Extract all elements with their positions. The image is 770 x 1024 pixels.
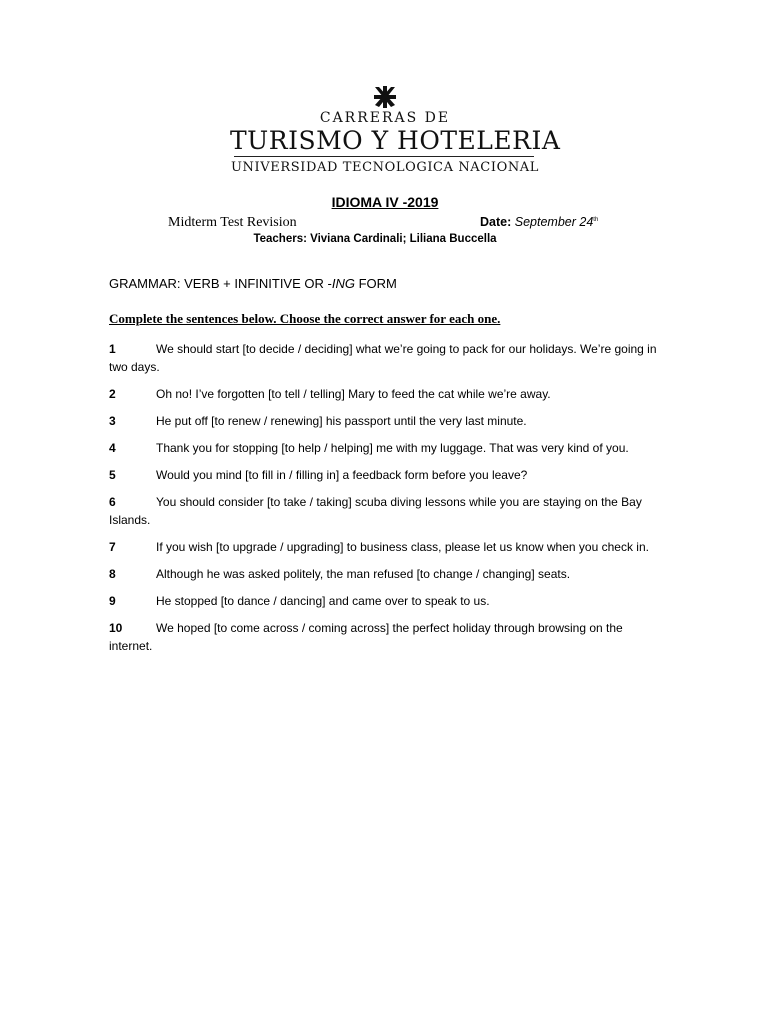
item-number: 10	[109, 621, 123, 635]
exercise-item	[109, 385, 669, 403]
item-number: 8	[109, 567, 116, 581]
heading-prefix: GRAMMAR	[109, 276, 177, 291]
item-text: He stopped [to dance / dancing] and came over to speak to us.	[156, 594, 490, 608]
date-suffix: th	[593, 216, 599, 223]
exercise-item	[109, 412, 669, 430]
exercise-item	[109, 493, 669, 529]
heading-suffix: FORM	[354, 276, 397, 291]
item-text: Although he was asked politely, the man refused [to change / changing] seats.	[156, 567, 571, 581]
section-heading	[109, 276, 397, 291]
teachers-line: Teachers: Viviana Cardinali; Liliana Buccella	[253, 233, 497, 245]
heading-ing: ING	[331, 276, 355, 291]
item-number: 9	[109, 594, 116, 608]
exercise-item	[109, 538, 669, 556]
item-text: We hoped [to come across / coming across] the perfect holiday through browsing on the internet.	[109, 621, 623, 653]
item-text: We should start [to decide / deciding] what we’re going to pack for our holidays. We’re going in two days.	[109, 342, 657, 374]
heading-mid: : VERB + INFINITIVE OR -	[176, 276, 332, 291]
exercise-item	[109, 619, 669, 655]
exercise-list	[109, 340, 669, 664]
exercise-item	[109, 340, 669, 376]
exercise-item	[109, 439, 669, 457]
logo-line-university: UNIVERSIDAD TECNOLOGICA NACIONAL	[230, 160, 540, 175]
item-number: 5	[109, 468, 116, 482]
exercise-item	[109, 565, 669, 583]
date-label: Date:	[480, 215, 512, 229]
document-date	[480, 215, 598, 229]
logo-line-programs: TURISMO Y HOTELERIA	[230, 126, 561, 155]
item-number: 3	[109, 414, 116, 428]
date-value: September 24	[514, 215, 594, 229]
item-text: He put off [to renew / renewing] his passport until the very last minute.	[156, 414, 527, 428]
logo-line-careers: CARRERAS DE	[319, 110, 451, 126]
item-text: Would you mind [to fill in / filling in] a feedback form before you leave?	[156, 468, 528, 482]
item-text: Oh no! I’ve forgotten [to tell / telling] Mary to feed the cat while we’re away.	[156, 387, 551, 401]
item-text: Thank you for stopping [to help / helping] me with my luggage. That was very kind of you.	[156, 441, 629, 455]
item-number: 1	[109, 342, 116, 356]
logo-divider	[234, 156, 534, 157]
exercise-item	[109, 466, 669, 484]
item-text: If you wish [to upgrade / upgrading] to business class, please let us know when you check in.	[156, 540, 649, 554]
instructions: Complete the sentences below. Choose the correct answer for each one.	[109, 311, 501, 326]
exercise-item	[109, 592, 669, 610]
item-number: 4	[109, 441, 116, 455]
item-text: You should consider [to take / taking] scuba diving lessons while you are staying on the Bay Islands.	[109, 495, 642, 527]
document-subtitle: Midterm Test Revision	[168, 215, 297, 230]
item-number: 2	[109, 387, 116, 401]
item-number: 7	[109, 540, 116, 554]
utn-emblem-icon	[372, 86, 398, 108]
item-number: 6	[109, 495, 116, 509]
document-title: IDIOMA IV -2019	[331, 194, 439, 210]
